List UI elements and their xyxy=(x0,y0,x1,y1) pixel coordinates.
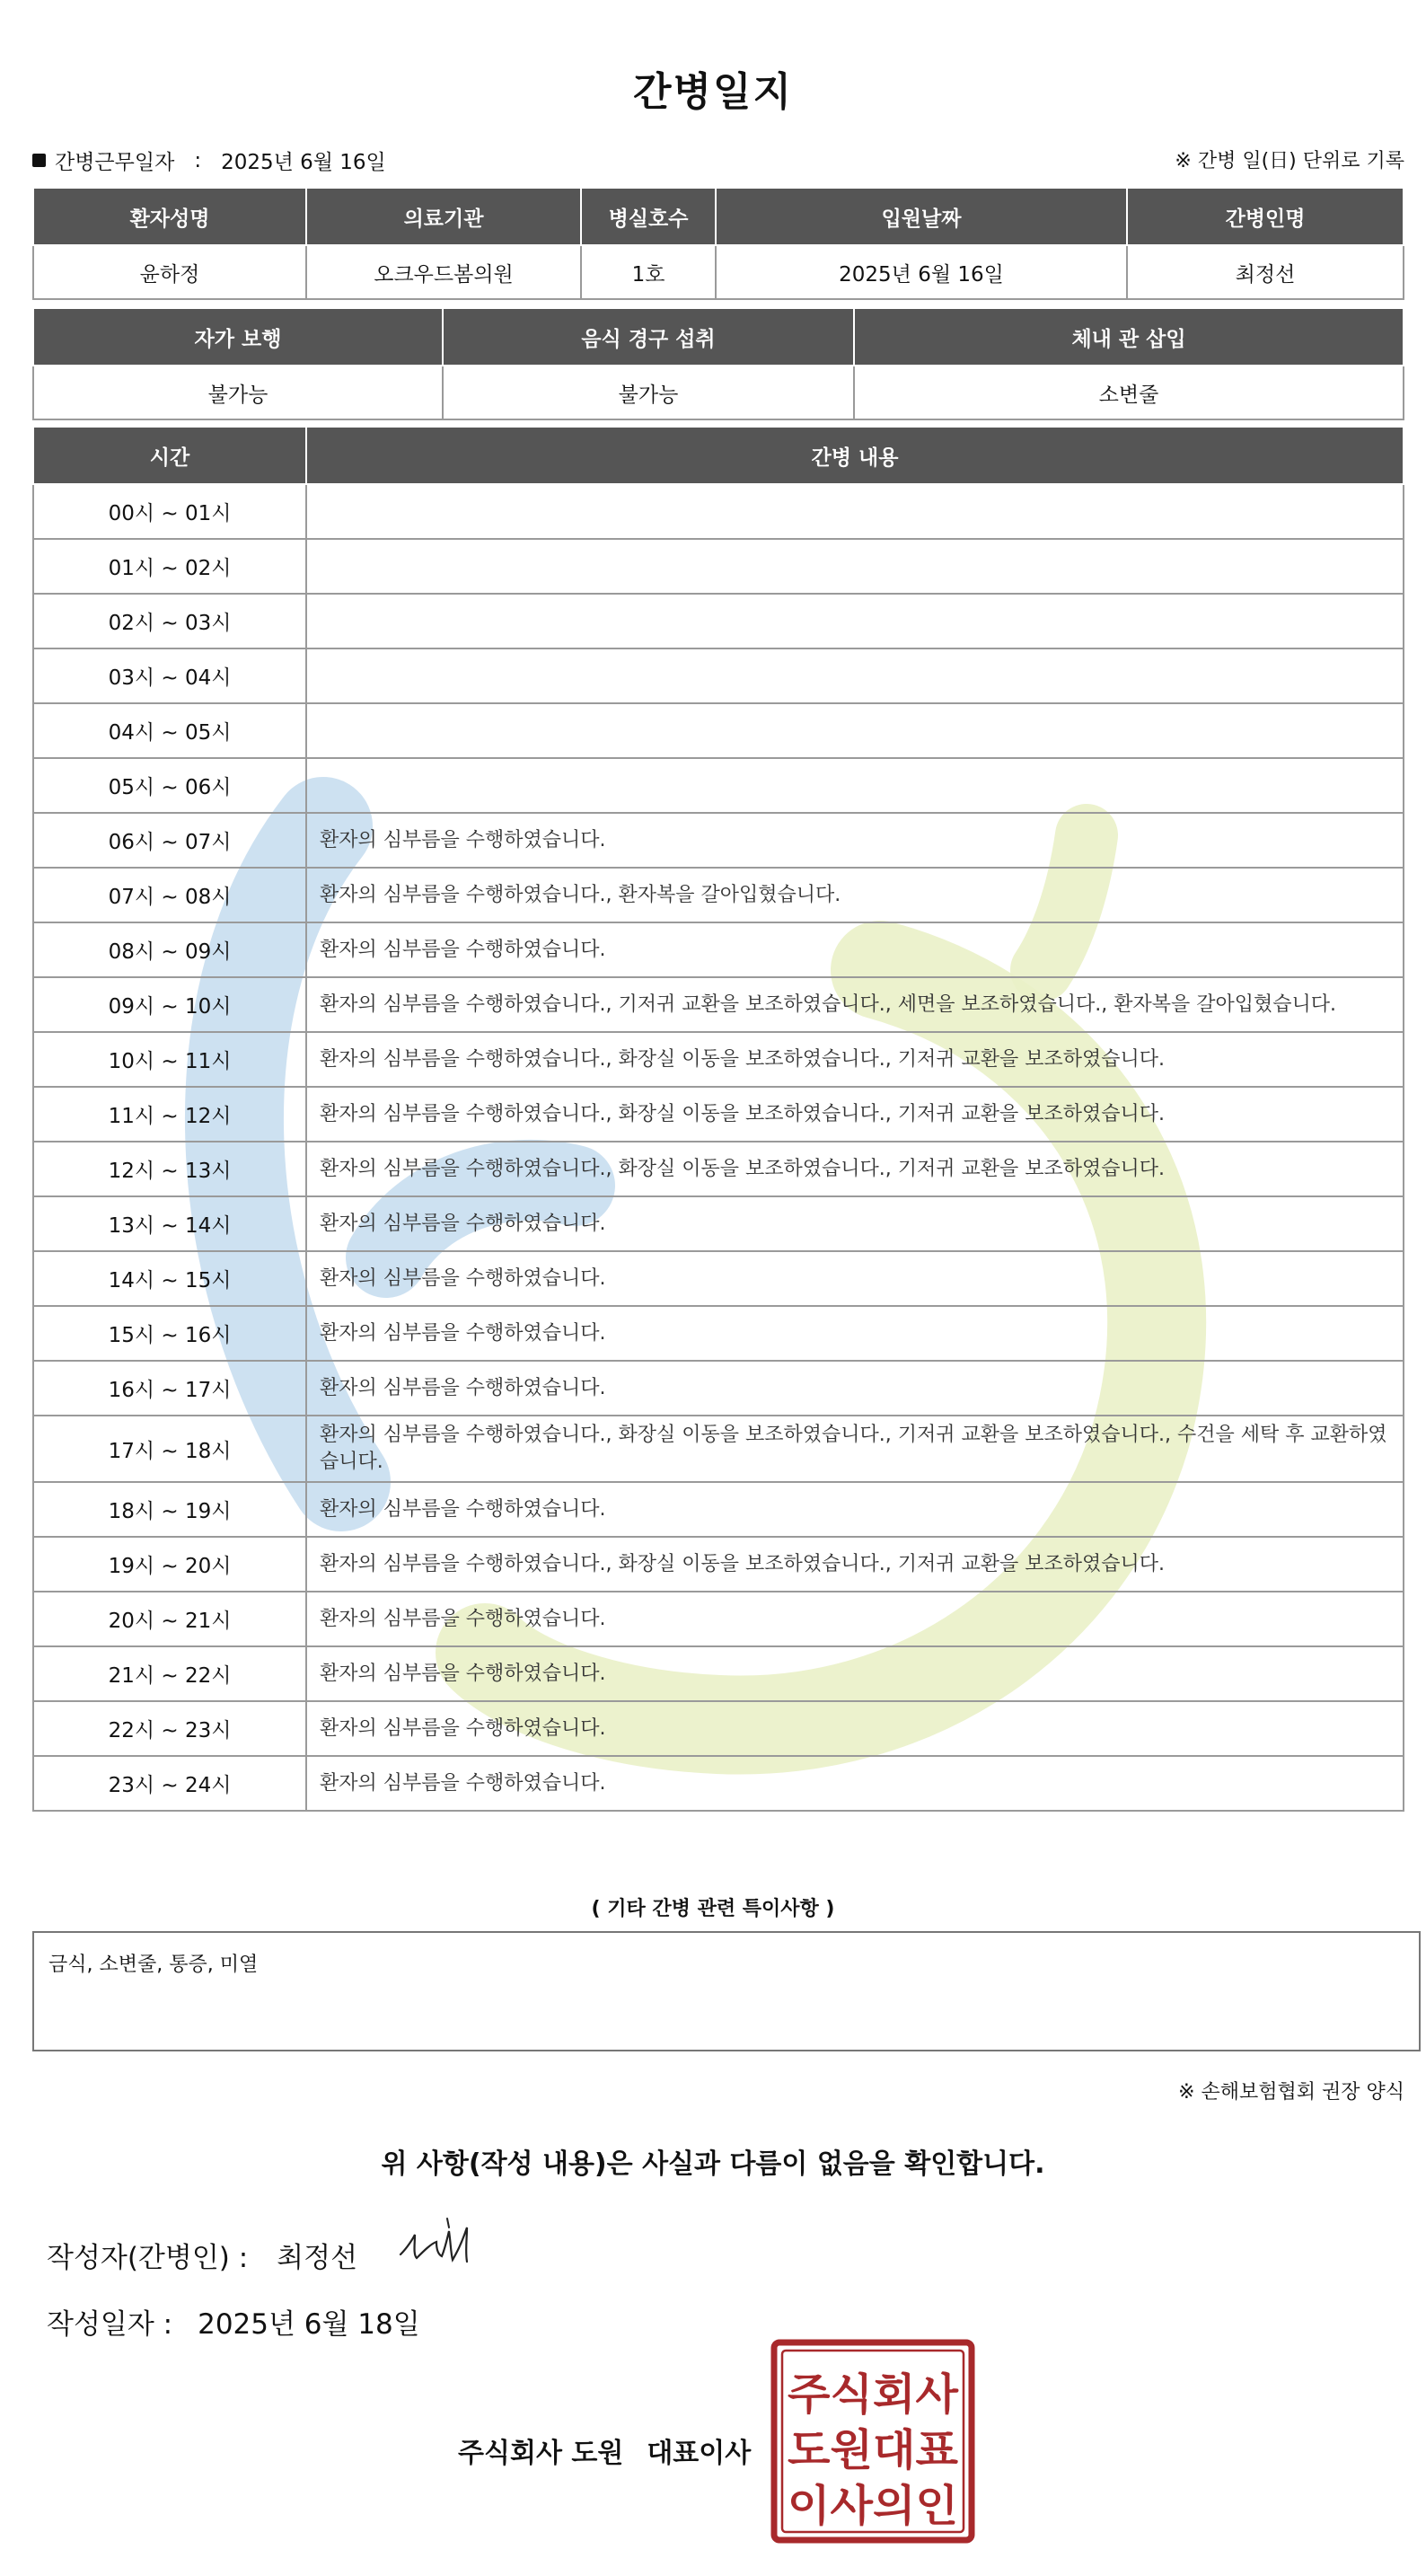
time-cell: 19시 ~ 20시 xyxy=(33,1537,306,1592)
log-body xyxy=(33,484,1404,1811)
status-header-row xyxy=(33,308,1404,366)
content-cell: 환자의 심부름을 수행하였습니다., 화장실 이동을 보조하였습니다., 기저귀 교환을 보조하였습니다. xyxy=(306,1537,1404,1592)
header-time: 시간 xyxy=(33,427,306,484)
form-note: ※ 손해보험협회 권장 양식 xyxy=(1178,2081,1404,2104)
table-row xyxy=(33,1032,1404,1087)
table-row xyxy=(33,1361,1404,1416)
time-cell: 22시 ~ 23시 xyxy=(33,1701,306,1756)
special-notes-title: ( 기타 간병 관련 특이사항 ) xyxy=(591,1898,835,1920)
time-cell: 06시 ~ 07시 xyxy=(33,813,306,868)
time-cell: 11시 ~ 12시 xyxy=(33,1087,306,1142)
time-cell: 12시 ~ 13시 xyxy=(33,1142,306,1196)
time-cell: 18시 ~ 19시 xyxy=(33,1482,306,1537)
content-cell: 환자의 심부름을 수행하였습니다. xyxy=(306,922,1404,977)
log-header-row xyxy=(33,427,1404,484)
header-hospital: 의료기관 xyxy=(306,188,581,245)
written-date-value: 2025년 6월 18일 xyxy=(198,2308,420,2341)
table-row xyxy=(33,648,1404,703)
work-date-colon: : xyxy=(194,148,202,172)
content-cell: 환자의 심부름을 수행하였습니다. xyxy=(306,1756,1404,1811)
content-cell xyxy=(306,758,1404,813)
table-row xyxy=(33,1142,1404,1196)
time-cell: 00시 ~ 01시 xyxy=(33,484,306,539)
content-cell: 환자의 심부름을 수행하였습니다. xyxy=(306,1196,1404,1251)
content-cell xyxy=(306,539,1404,594)
content-cell xyxy=(306,703,1404,758)
table-row xyxy=(33,1646,1404,1701)
written-date-row xyxy=(47,2301,420,2342)
company-row xyxy=(458,2430,751,2470)
work-date-row xyxy=(32,146,386,175)
patient-value-row xyxy=(33,245,1404,299)
table-row xyxy=(33,594,1404,648)
table-row xyxy=(33,758,1404,813)
time-cell: 07시 ~ 08시 xyxy=(33,868,306,922)
header-care-content: 간병 내용 xyxy=(306,427,1404,484)
content-cell: 환자의 심부름을 수행하였습니다., 환자복을 갈아입혔습니다. xyxy=(306,868,1404,922)
time-cell: 17시 ~ 18시 xyxy=(33,1416,306,1482)
company-seal-stamp xyxy=(770,2339,975,2544)
content-cell: 환자의 심부름을 수행하였습니다., 화장실 이동을 보조하였습니다., 기저귀 교환을 보조하였습니다. xyxy=(306,1087,1404,1142)
seal-line-2: 도원대표 xyxy=(788,2425,959,2475)
patient-header-row xyxy=(33,188,1404,245)
time-cell: 09시 ~ 10시 xyxy=(33,977,306,1032)
table-row xyxy=(33,703,1404,758)
patient-status-table xyxy=(32,307,1404,420)
hospital-name: 오크우드봄의원 xyxy=(306,245,581,299)
special-notes-content: 금식, 소변줄, 통증, 미열 xyxy=(48,1954,259,1976)
header-oral-intake: 음식 경구 섭취 xyxy=(443,308,854,366)
content-cell: 환자의 심부름을 수행하였습니다. xyxy=(306,1482,1404,1537)
header-patient-name: 환자성명 xyxy=(33,188,306,245)
patient-name: 윤하정 xyxy=(33,245,306,299)
header-caregiver: 간병인명 xyxy=(1127,188,1404,245)
table-row xyxy=(33,1251,1404,1306)
header-admission-date: 입원날짜 xyxy=(716,188,1127,245)
status-value-row xyxy=(33,366,1404,419)
content-cell: 환자의 심부름을 수행하였습니다. xyxy=(306,1361,1404,1416)
table-row xyxy=(33,539,1404,594)
time-cell: 04시 ~ 05시 xyxy=(33,703,306,758)
square-bullet-icon xyxy=(32,154,46,167)
signature-image xyxy=(395,2211,521,2274)
time-cell: 16시 ~ 17시 xyxy=(33,1361,306,1416)
content-cell xyxy=(306,484,1404,539)
care-log-table xyxy=(32,426,1404,1812)
content-cell: 환자의 심부름을 수행하였습니다. xyxy=(306,1306,1404,1361)
content-cell: 환자의 심부름을 수행하였습니다., 화장실 이동을 보조하였습니다., 기저귀 교환을 보조하였습니다. xyxy=(306,1032,1404,1087)
special-notes-box xyxy=(32,1931,1421,2051)
time-cell: 03시 ~ 04시 xyxy=(33,648,306,703)
table-row xyxy=(33,922,1404,977)
time-cell: 23시 ~ 24시 xyxy=(33,1756,306,1811)
content-cell: 환자의 심부름을 수행하였습니다., 화장실 이동을 보조하였습니다., 기저귀 교환을 보조하였습니다. xyxy=(306,1142,1404,1196)
company-name: 주식회사 도원 xyxy=(458,2438,624,2469)
oral-intake-value: 불가능 xyxy=(443,366,854,419)
table-row xyxy=(33,1416,1404,1482)
header-self-walking: 자가 보행 xyxy=(33,308,443,366)
content-cell: 환자의 심부름을 수행하였습니다. xyxy=(306,1251,1404,1306)
table-row xyxy=(33,1537,1404,1592)
confirmation-statement: 위 사항(작성 내용)은 사실과 다름이 없음을 확인합니다. xyxy=(381,2148,1045,2180)
header-room: 병실호수 xyxy=(581,188,716,245)
patient-info-table xyxy=(32,187,1404,300)
table-row xyxy=(33,868,1404,922)
table-row xyxy=(33,484,1404,539)
time-cell: 21시 ~ 22시 xyxy=(33,1646,306,1701)
table-row xyxy=(33,1701,1404,1756)
content-cell: 환자의 심부름을 수행하였습니다. xyxy=(306,1646,1404,1701)
content-cell xyxy=(306,594,1404,648)
content-cell: 환자의 심부름을 수행하였습니다., 화장실 이동을 보조하였습니다., 기저귀 교환을 보조하였습니다., 수건을 세탁 후 교환하였습니다. xyxy=(306,1416,1404,1482)
self-walking-value: 불가능 xyxy=(33,366,443,419)
admission-date: 2025년 6월 16일 xyxy=(716,245,1127,299)
writer-row xyxy=(47,2235,357,2275)
time-cell: 01시 ~ 02시 xyxy=(33,539,306,594)
work-date-label: 간병근무일자 xyxy=(55,151,175,174)
table-row xyxy=(33,813,1404,868)
seal-line-1: 주식회사 xyxy=(788,2369,959,2420)
content-cell: 환자의 심부름을 수행하였습니다. xyxy=(306,813,1404,868)
table-row xyxy=(33,1482,1404,1537)
table-row xyxy=(33,1087,1404,1142)
header-tube-insertion: 체내 관 삽입 xyxy=(854,308,1404,366)
content-cell xyxy=(306,648,1404,703)
writer-label: 작성자(간병인) : xyxy=(47,2242,249,2274)
unit-note: ※ 간병 일(日) 단위로 기록 xyxy=(1175,150,1404,172)
table-row xyxy=(33,977,1404,1032)
time-cell: 15시 ~ 16시 xyxy=(33,1306,306,1361)
content-cell: 환자의 심부름을 수행하였습니다. xyxy=(306,1592,1404,1646)
tube-insertion-value: 소변줄 xyxy=(854,366,1404,419)
company-title: 대표이사 xyxy=(647,2438,752,2469)
time-cell: 13시 ~ 14시 xyxy=(33,1196,306,1251)
table-row xyxy=(33,1196,1404,1251)
table-row xyxy=(33,1756,1404,1811)
written-date-label: 작성일자 : xyxy=(47,2308,173,2341)
caregiver-name: 최정선 xyxy=(1127,245,1404,299)
work-date-value: 2025년 6월 16일 xyxy=(221,151,386,174)
table-row xyxy=(33,1592,1404,1646)
room-number: 1호 xyxy=(581,245,716,299)
time-cell: 05시 ~ 06시 xyxy=(33,758,306,813)
table-row xyxy=(33,1306,1404,1361)
time-cell: 02시 ~ 03시 xyxy=(33,594,306,648)
time-cell: 08시 ~ 09시 xyxy=(33,922,306,977)
page-title: 간병일지 xyxy=(632,69,793,115)
time-cell: 10시 ~ 11시 xyxy=(33,1032,306,1087)
content-cell: 환자의 심부름을 수행하였습니다., 기저귀 교환을 보조하였습니다., 세면을 보조하였습니다., 환자복을 갈아입혔습니다. xyxy=(306,977,1404,1032)
content-cell: 환자의 심부름을 수행하였습니다. xyxy=(306,1701,1404,1756)
time-cell: 20시 ~ 21시 xyxy=(33,1592,306,1646)
seal-line-3: 이사의인 xyxy=(788,2481,958,2531)
writer-name: 최정선 xyxy=(277,2242,358,2274)
time-cell: 14시 ~ 15시 xyxy=(33,1251,306,1306)
